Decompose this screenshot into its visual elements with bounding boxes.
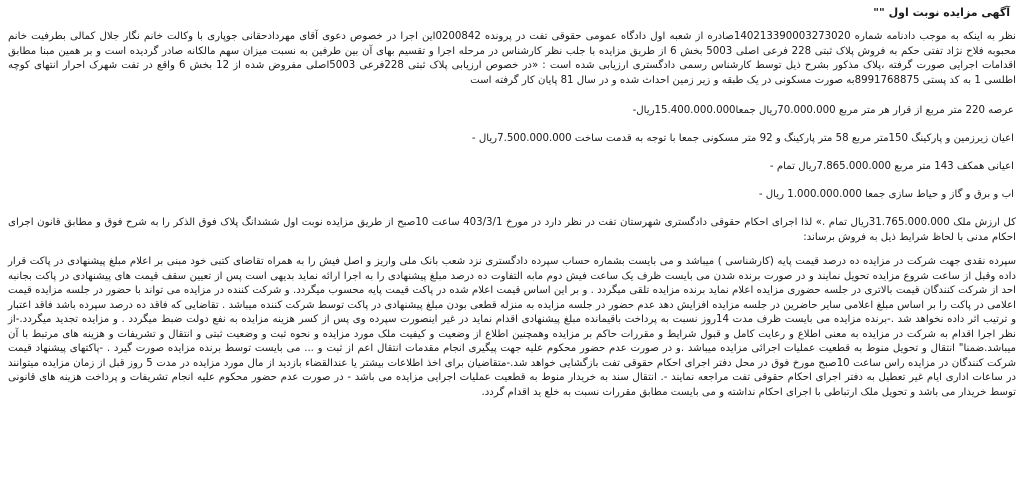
intro-paragraph: نظر به اینکه به موجب دادنامه شماره 140213390003273020صادره از شعبه اول دادگاه عمومی حقوقی تفت در پرونده 0200842این اجرا در خصوص دعوی آقای مهرداد​حقانی جوپاری با وکالت خانم نگار جلال کمالی بطرفیت خانم محبوبه فلاح نژاد تفتی حکم به فروش پلاک ثبتی 228 فرعی اصلی 5003 بخش 6 از طریق مزایده با جلب نظر کارشناس در مرحله اجرا و تقسیم بهای آن بین طرفین به نسبت میزان سهم مالکانه صادر گردیده است و بر همین مبنا مطابق اقدامات اجرایی صورت گرفته ،پلاک مذکور بشرح ذیل توسط کارشناس رسمی دادگستری ارزیابی شده است : «در خصوص ارزیابی پلاک ثبتی 228فرعی 5003اصلی مفروض شده از 12 بخش 6 واقع در تفت شهرک احرار انتهای کوچه اطلسی 1 به کد پستی 8991768875به صورت مسکونی در یک طبقه و زیر زمین احداث شده و در سال 81 پایان کار گرفته است (8, 31, 1016, 86)
valuation-item-basement: اعیان زیرزمین و پارکینگ 150متر مربع 58 متر پارکینگ و 92 متر مسکونی جمعا با توجه به قدمت ساخت 7.500.000.000ریال - (471, 133, 1014, 144)
notice-title: آگهی مزایده نوبت اول "" (873, 6, 1010, 19)
valuation-item-utilities: اب و برق و گاز و حیاط سازی جمعا 1.000.000.000 ریال - (758, 189, 1014, 200)
valuation-item-land: عرصه 220 متر مربع از قرار هر متر مربع 70.000.000ریال جمعا15.400.000.000ریال- (632, 105, 1014, 116)
auction-terms-paragraph: سپرده نقدی جهت شرکت در مزایده ده درصد قیمت پایه (کارشناسی ) میباشد و می بایست بشماره حساب سپرده دادگستری نزد شعب بانک ملی واریز و اصل فیش را به همراه تقاضای کتبی خود مبنی بر اعلام مبلغ پیشنهادی در پاکت قرار داده وقبل از ساعت شروع مزایده تحویل نمایند و در صورت برنده شدن می بایست ظرف یک ساعت فیش دوم مابه التفاوت ده درصد مبلغ پیشنهادی را به اجرا ارائه نماید بدیهی است پس از تعیین سقف قیمت های پیشنهادی در پاکت بجانبه احد از شرکت کنندگان قیمت بالاتری در جلسه حضوری مزایده اعلام نماید برنده مزایده تلقی میگردد . و بر این اساس قیمت اعلام شده در پاکت قیمت پایه محسوب میگردد. و شرکت کننده در مزایده می تواند با حضور در جلسه مزایده قیمت اعلامی در پاکت را بر اساس مبلغ اعلامی سایر حاضرین در جلسه مزایده افزایش دهد عدم حضور در جلسه مزایده به منزله قطعی بودن مبلغ پیشنهادی در پاکت توسط شرکت کننده میباشد . تقاضایی که فاقد ده درصد سپرده باشد فاقد اعتبار و ترتیب اثر داده نخواهد شد .-برنده مزایده می بایست ظرف مدت 14روز نسبت به پرداخت باقیمانده مبلغ پیشنهادی اقدام نماید در غیر اینصورت سپرده وی پس از کسر هزینه مزایده به نفع دولت ضبط میگردد . و مزایده تجدید میگردد.-از نظر اجرا اقدام به شرکت در مزایده به معنی اطلاع و رعایت کامل و قبول شرایط و مقررات حاکم بر مزایده وهمچنین اطلاع از وضعیت و کیفیت ملک مورد مزایده و نحوه ثبت و وضعیت ثبتی و انتقال و تشریفات و هزینه های مرتبط با آن میباشد.ضمنا" انتقال و تحویل منوط به قطعیت عملیات اجرائی مزایده میباشد .و در صورت عدم حضور محکوم علیه جهت پیگیری انجام مقدمات انتقال اعم از ثبت و ... می بایست توسط برنده مزایده صورت گیرد . -پاکتهای پیشنهاد قیمت شرکت کنندگان در مزایده راس ساعت 10صبح مورخ فوق در محل دفتر اجرای احکام حقوقی تفت بازگشایی خواهد شد.-متقاضیان برای اخذ اطلاعات بیشتر یا عندالقضاء بازدید از مال مورد مزایده در مدت 5 روز قبل از زمان مزایده میتوانند در ساعات اداری ایام غیر تعطیل به دفتر اجرای احکام حقوقی تفت مراجعه نمایند -. انتقال سند به خریدار منوط به قطعیت عملیات اجرایی مزایده می باشد - در صورت عدم حضور محکوم علیه انجام تشریفات و پرداخت هزینه های قانونی توسط خریدار می باشد و تحویل ملک ارتباطی با اجرای احکام نداشته و می بایست مطابق مقررات نسبت به خلع ید اقدام گردد. (8, 256, 1016, 398)
total-value-paragraph: کل ارزش ملک 31.765.000.000ریال تمام .» لذا اجرای احکام حقوقی دادگستری شهرستان تفت در نظر دارد در مورخ 403/3/1 ساعت 10صبح از طریق مزایده نوبت اول ششدانگ پلاک فوق الذکر را به شرح فوق و مطابق قانون اجرای احکام مدنی با لحاظ شرایط ذیل به فروش برساند: (8, 217, 1016, 243)
valuation-item-ground-floor: اعیانی همکف 143 متر مربع 7.865.000.000ریال تمام - (769, 161, 1014, 172)
